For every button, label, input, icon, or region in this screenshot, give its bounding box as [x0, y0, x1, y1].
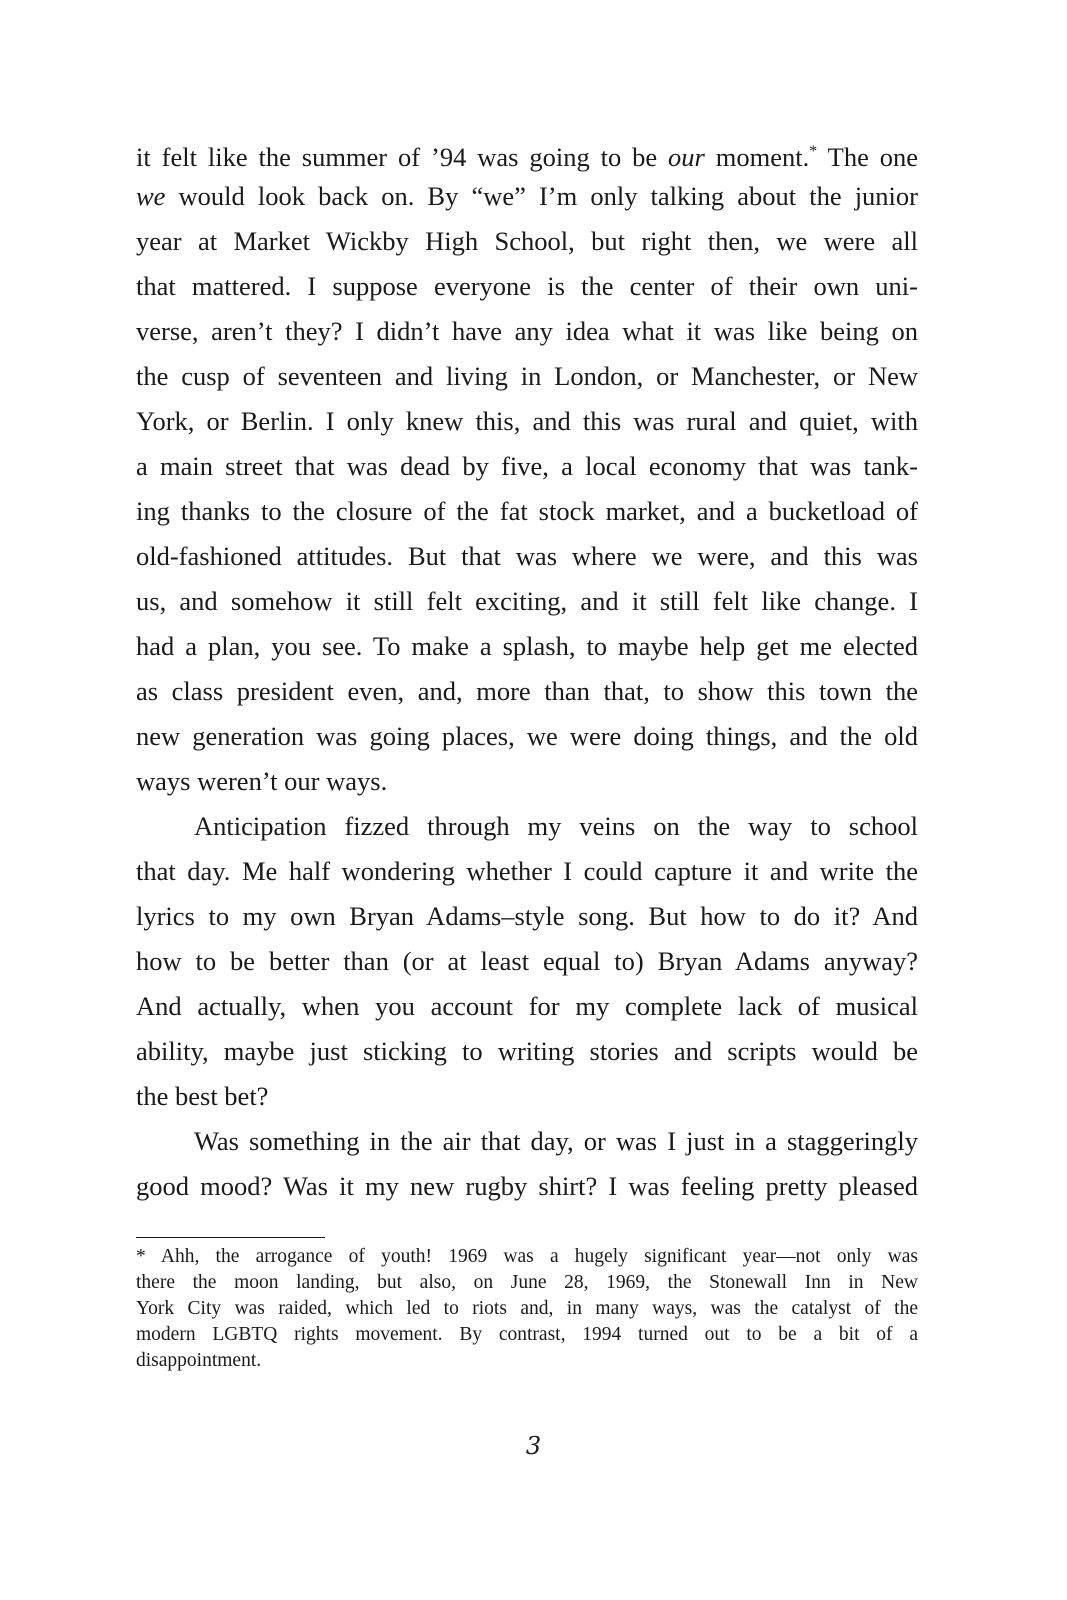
footnote-line: disappointment. [136, 1350, 262, 1371]
footnote-line: modern LGBTQ rights movement. By contrast, 1994 turned out to be a bit of a [136, 1324, 918, 1345]
body-line: Was something in the air that day, or was I just in a staggeringly [194, 1126, 918, 1156]
body-line: as class president even, and, more than that, to show this town the [136, 676, 918, 706]
body-line: had a plan, you see. To make a splash, to maybe help get me elected [136, 631, 918, 661]
body-line: the best bet? [136, 1081, 269, 1111]
body-line: it felt like the summer of ’94 was going to be our moment.* The one [136, 141, 919, 172]
body-line: the cusp of seventeen and living in London, or Manchester, or New [136, 361, 918, 391]
body-line: lyrics to my own Bryan Adams–style song. But how to do it? And [136, 901, 918, 931]
body-line: we would look back on. By “we” I’m only talking about the junior [136, 181, 918, 211]
body-text [136, 129, 918, 1209]
body-line: that day. Me half wondering whether I could capture it and write the [136, 856, 918, 886]
body-line: old-fashioned attitudes. But that was where we were, and this was [136, 541, 918, 571]
body-line: And actually, when you account for my complete lack of musical [136, 991, 918, 1021]
footnote-line: * Ahh, the arrogance of youth! 1969 was a hugely significant year—not only was [136, 1246, 918, 1267]
body-line: verse, aren’t they? I didn’t have any idea what it was like being on [136, 316, 918, 346]
body-line: ing thanks to the closure of the fat stock market, and a bucketload of [136, 496, 918, 526]
body-line: new generation was going places, we were doing things, and the old [136, 721, 918, 751]
footnote [136, 1244, 918, 1374]
body-line: that mattered. I suppose everyone is the center of their own uni- [136, 271, 918, 301]
body-line: Anticipation fizzed through my veins on the way to school [194, 811, 918, 841]
body-line: year at Market Wickby High School, but right then, we were all [136, 226, 918, 256]
body-line: good mood? Was it my new rugby shirt? I was feeling pretty pleased [136, 1171, 918, 1201]
body-line: ability, maybe just sticking to writing stories and scripts would be [136, 1036, 918, 1066]
body-line: ways weren’t our ways. [136, 766, 388, 796]
body-line: us, and somehow it still felt exciting, and it still felt like change. I [136, 586, 918, 616]
footnote-line: York City was raided, which led to riots and, in many ways, was the catalyst of the [136, 1298, 918, 1319]
footnote-line: there the moon landing, but also, on June 28, 1969, the Stonewall Inn in New [136, 1272, 918, 1293]
body-line: how to be better than (or at least equal to) Bryan Adams anyway? [136, 946, 918, 976]
footnote-divider [136, 1237, 325, 1238]
body-line: York, or Berlin. I only knew this, and this was rural and quiet, with [136, 406, 918, 436]
page-number: 3 [525, 1432, 542, 1460]
body-line: a main street that was dead by five, a local economy that was tank- [136, 451, 918, 481]
